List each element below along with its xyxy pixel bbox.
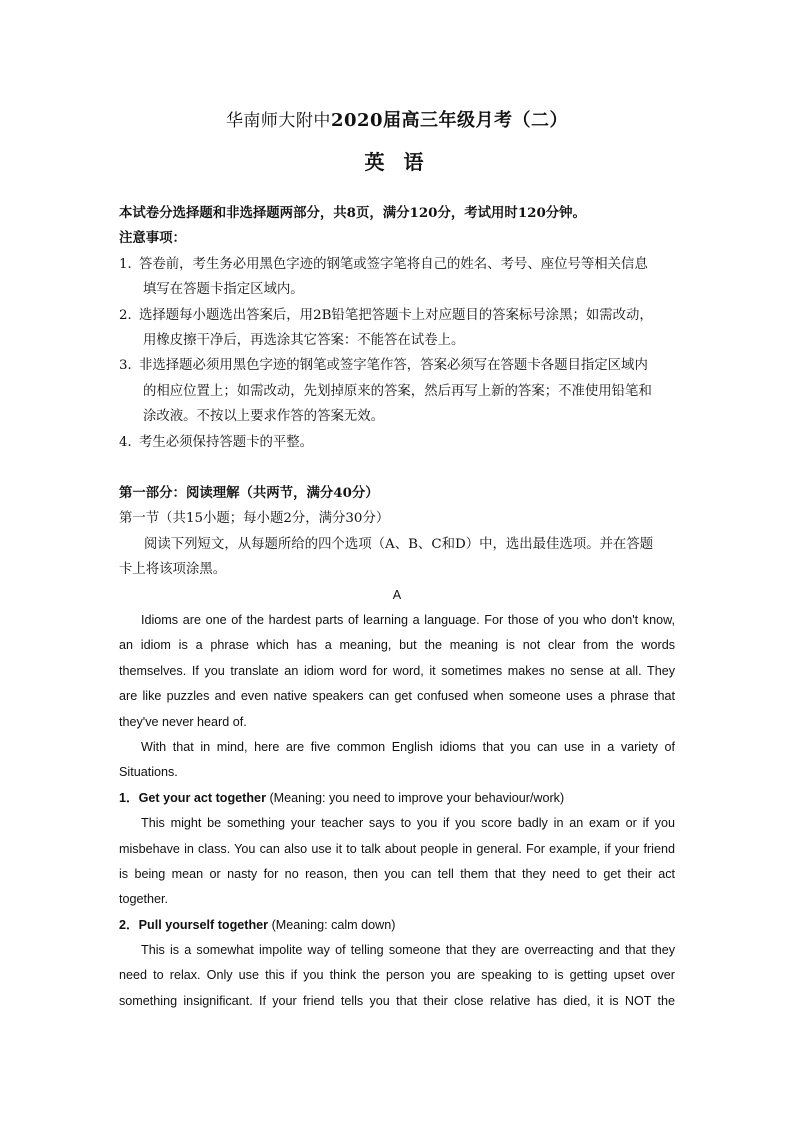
passage-line: something insignificant. If your friend tells you that their close relative has died, it is NOT the — [119, 993, 675, 1008]
passage-line: themselves. If you translate an idiom word for word, it sometimes makes no sense at all. They — [119, 663, 675, 678]
note-item — [119, 252, 675, 303]
reading-instructions: 卡上将该项涂黑。 — [119, 562, 227, 578]
note-number: 2． — [119, 307, 141, 323]
note-item — [119, 430, 675, 455]
passage-line: together. — [119, 892, 169, 907]
idiom-heading — [119, 786, 675, 811]
note-number: 4． — [119, 434, 141, 450]
passage-line: is being mean or nasty for no reason, then you can tell them that they need to get their act — [119, 866, 675, 881]
passage-label: A — [392, 587, 402, 602]
notes-heading: 注意事项： — [119, 230, 186, 247]
note-text: 答卷前，考生务必用黑色字迹的钢笔或签字笔将自己的姓名、考号、座位号等相关信息 — [139, 256, 648, 272]
idiom-meaning: (Meaning: calm down) — [268, 917, 396, 932]
idiom-meaning: (Meaning: you need to improve your behaviour/work) — [265, 790, 565, 805]
title-prefix: 华南师大附中 — [225, 111, 331, 131]
note-text: 非选择题必须用黑色字迹的钢笔或签字笔作答，答案必须写在答题卡各题目指定区域内 — [139, 358, 648, 374]
note-number: 1． — [119, 256, 141, 272]
note-item — [119, 303, 675, 354]
passage-line: they've never heard of. — [119, 714, 247, 729]
note-number: 3． — [119, 358, 141, 374]
reading-instructions: 阅读下列短文，从每题所给的四个选项（A、B、C和D）中，选出最佳选项。并在答题 — [144, 536, 654, 552]
passage-line: are like puzzles and even native speakers can get confused when someone uses a phrase that — [119, 689, 675, 704]
subject-title: 英 语 — [364, 150, 430, 174]
note-text: 的相应位置上；如需改动，先划掉原来的答案，然后再写上新的答案；不准使用铅笔和 — [143, 383, 652, 399]
passage-a — [119, 608, 675, 1014]
note-text: 填写在答题卡指定区域内。 — [143, 282, 304, 298]
exam-instructions — [119, 201, 675, 455]
exam-title — [0, 106, 794, 132]
passage-line: need to relax. Only use this if you think the person you are speaking to is getting upset over — [119, 968, 675, 983]
exam-summary: 本试卷分选择题和非选择题两部分，共8页，满分120分，考试用时120分钟。 — [119, 205, 586, 221]
passage-line: With that in mind, here are five common English idioms that you can use in a variety of — [141, 739, 675, 754]
passage-line: Situations. — [119, 765, 178, 780]
note-text: 考生必须保持答题卡的平整。 — [139, 434, 314, 450]
section-heading: 第一节（共15小题；每小题2分，满分30分） — [119, 511, 390, 527]
title-year: 2020 — [330, 110, 384, 131]
idiom-name: Pull yourself together — [138, 917, 269, 932]
note-item — [119, 353, 675, 429]
passage-line: This might be something your teacher says to you if you score badly in an exam or if you — [141, 816, 675, 831]
idiom-name: Get your act together — [138, 790, 266, 805]
idiom-heading — [119, 913, 675, 938]
note-text: 涂改液。不按以上要求作答的答案无效。 — [143, 409, 385, 425]
passage-line: misbehave in class. You can also use it to talk about people in general. For example, if your friend — [119, 841, 675, 856]
passage-line: an idiom is a phrase which has a meaning, but the meaning is not clear from the words — [119, 638, 675, 653]
idiom-number: 1． — [119, 790, 139, 805]
title-suffix: 届高三年级月考（二） — [383, 110, 569, 131]
note-text: 用橡皮擦干净后，再选涂其它答案：不能答在试卷上。 — [143, 332, 465, 348]
idiom-number: 2． — [119, 917, 139, 932]
passage-line: Idioms are one of the hardest parts of learning a language. For those of you who don't know, — [141, 613, 675, 627]
note-text: 选择题每小题选出答案后，用2B铅笔把答题卡上对应题目的答案标号涂黑；如需改动， — [139, 307, 653, 323]
part-one-header — [119, 481, 675, 608]
passage-line: This is a somewhat impolite way of telling someone that they are overreacting and that they — [141, 943, 675, 958]
part-heading: 第一部分：阅读理解（共两节，满分40分） — [119, 485, 379, 501]
